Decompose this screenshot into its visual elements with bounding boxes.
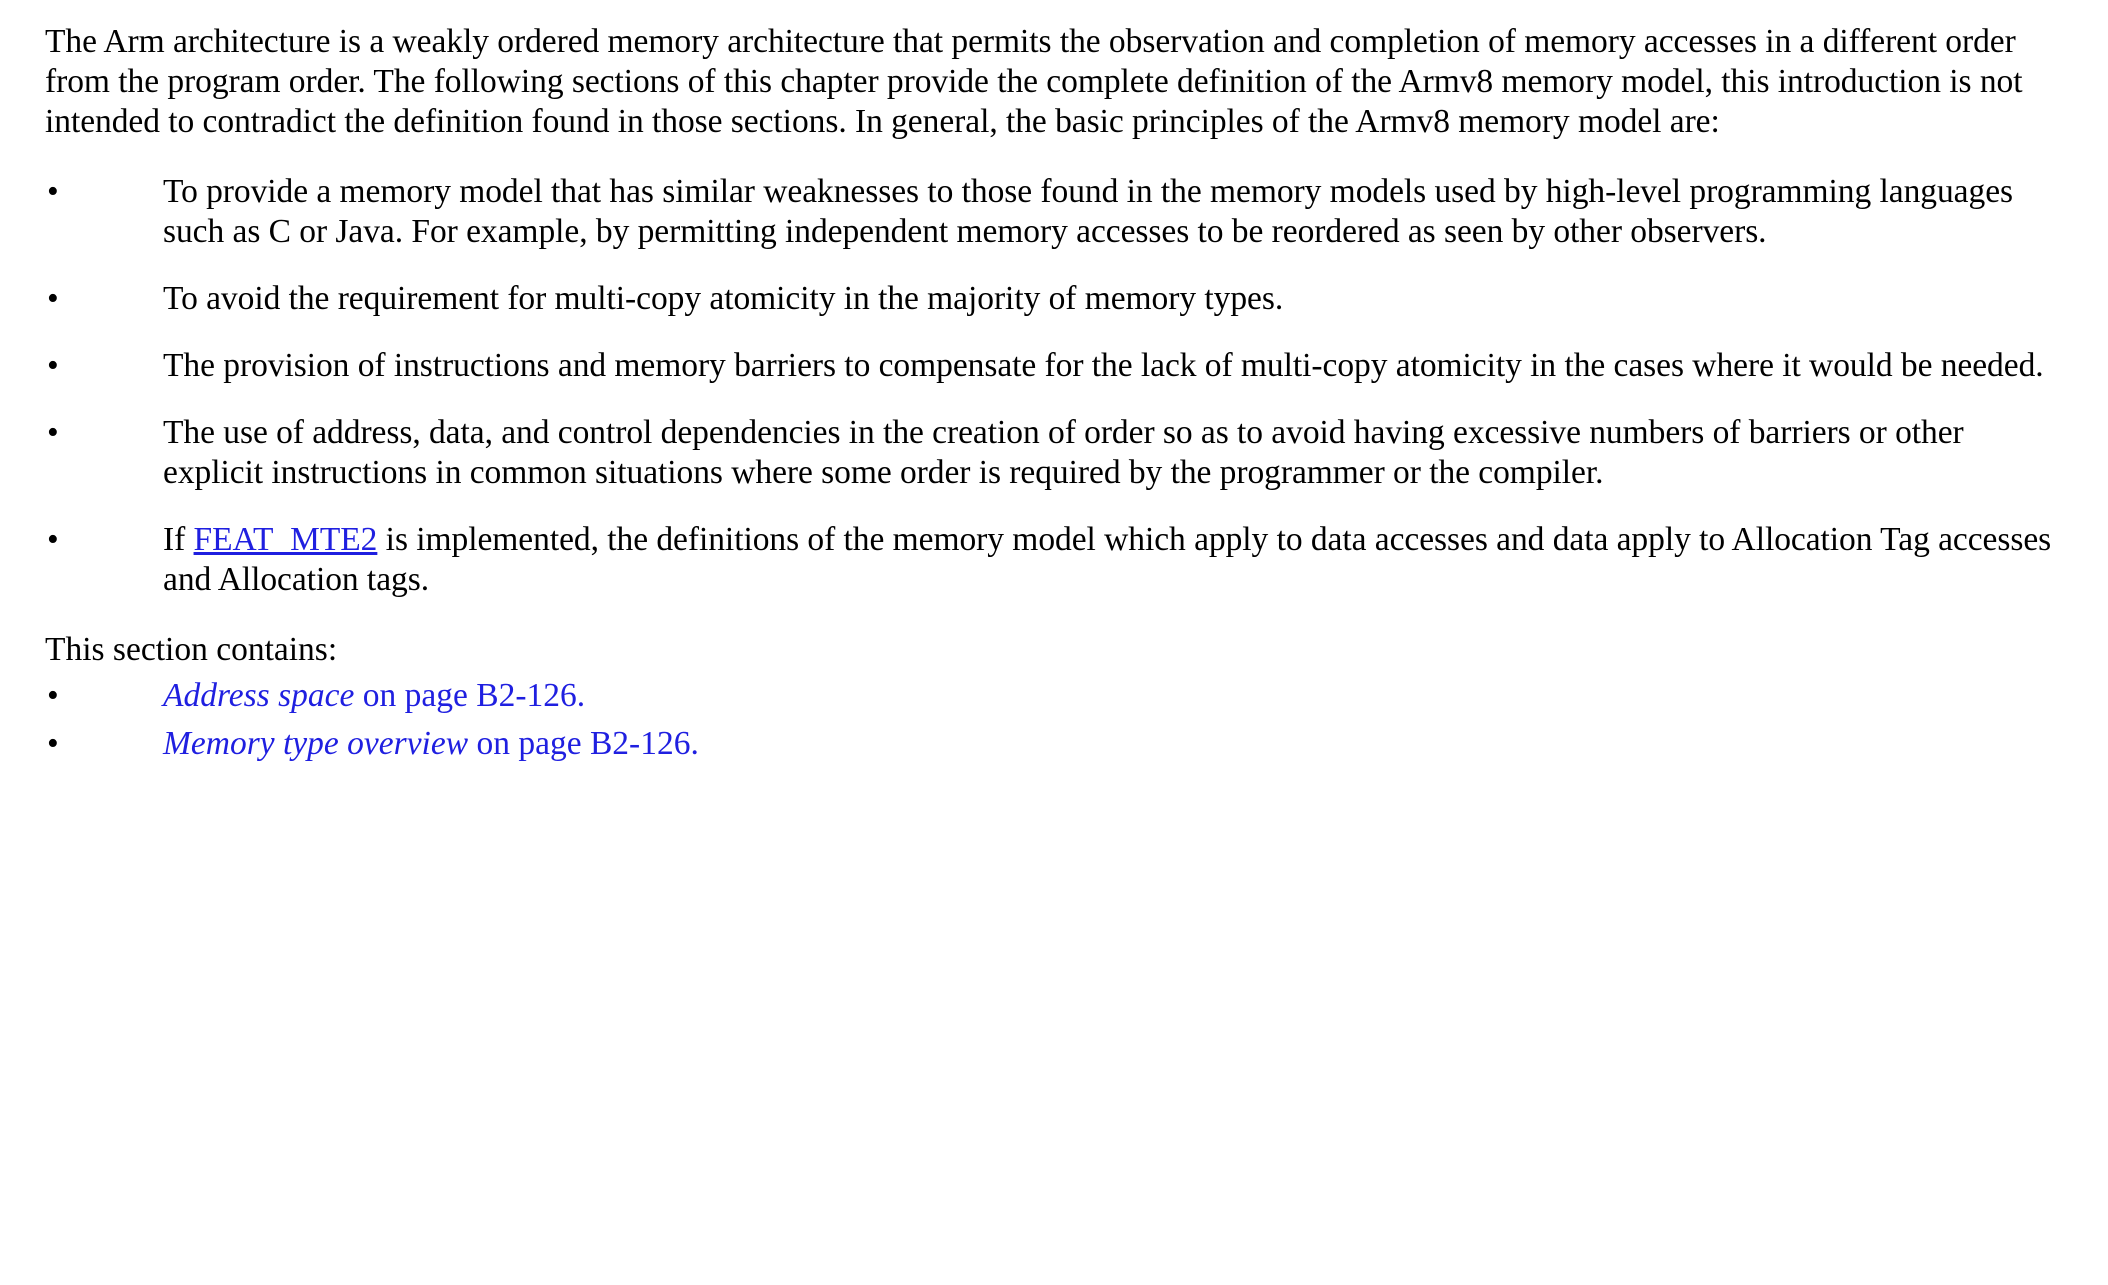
bullet-icon: • <box>47 347 59 384</box>
list-item-text <box>163 520 2062 600</box>
feat-mte2-link[interactable]: FEAT_MTE2 <box>193 521 378 558</box>
bullet-icon: • <box>47 521 59 558</box>
intro-paragraph: The Arm architecture is a weakly ordered memory architecture that permits the observation and completion of memory accesses in a different order from the program order. The following sections of this chapter provide the complete definition of the Armv8 memory model, this introduction is not intended to contradict the definition found in those sections. In general, the basic principles of the Armv8 memory model are: <box>45 23 2023 140</box>
bullet-icon: • <box>47 725 59 762</box>
cross-reference-link-memory-type-overview[interactable] <box>163 725 699 762</box>
list-item <box>45 346 2062 386</box>
list-item-feat-mte2 <box>45 520 2062 600</box>
cross-reference-tail: on page B2-126. <box>468 725 699 762</box>
bullet-icon: • <box>47 173 59 210</box>
section-contains-label: This section contains: <box>45 631 338 668</box>
list-item <box>45 172 2062 252</box>
bullet-icon: • <box>47 280 59 317</box>
list-item <box>45 676 2062 716</box>
feat-mte2-prefix: If <box>163 521 194 558</box>
principles-bullet-list <box>45 172 2062 600</box>
list-item <box>45 413 2062 493</box>
list-item-text: To provide a memory model that has similar weaknesses to those found in the memory models used by high-level programming languages such as C or Java. For example, by permitting independent memory accesses to be reordered as seen by other observers. <box>163 173 2014 250</box>
list-item <box>45 279 2062 319</box>
cross-reference-title: Address space <box>163 677 355 714</box>
cross-reference-title: Memory type overview <box>163 725 469 762</box>
cross-reference-tail: on page B2-126. <box>354 677 586 714</box>
feat-mte2-suffix: is implemented, the definitions of the memory model which apply to data accesses and data apply to Allocation Tag accesses and Allocation tags. <box>163 521 2052 598</box>
list-item-text: To avoid the requirement for multi-copy atomicity in the majority of memory types. <box>163 280 1284 317</box>
list-item-text: The use of address, data, and control dependencies in the creation of order so as to avoid having excessive numbers of barriers or other explicit instructions in common situations where some order is required by the programmer or the compiler. <box>163 414 1964 491</box>
list-item-text: The provision of instructions and memory barriers to compensate for the lack of multi-copy atomicity in the cases where it would be needed. <box>163 347 2044 384</box>
bullet-icon: • <box>47 677 59 714</box>
bullet-icon: • <box>47 414 59 451</box>
cross-reference-link-address-space[interactable] <box>163 677 585 714</box>
list-item <box>45 724 2062 764</box>
cross-reference-list <box>45 676 2062 764</box>
